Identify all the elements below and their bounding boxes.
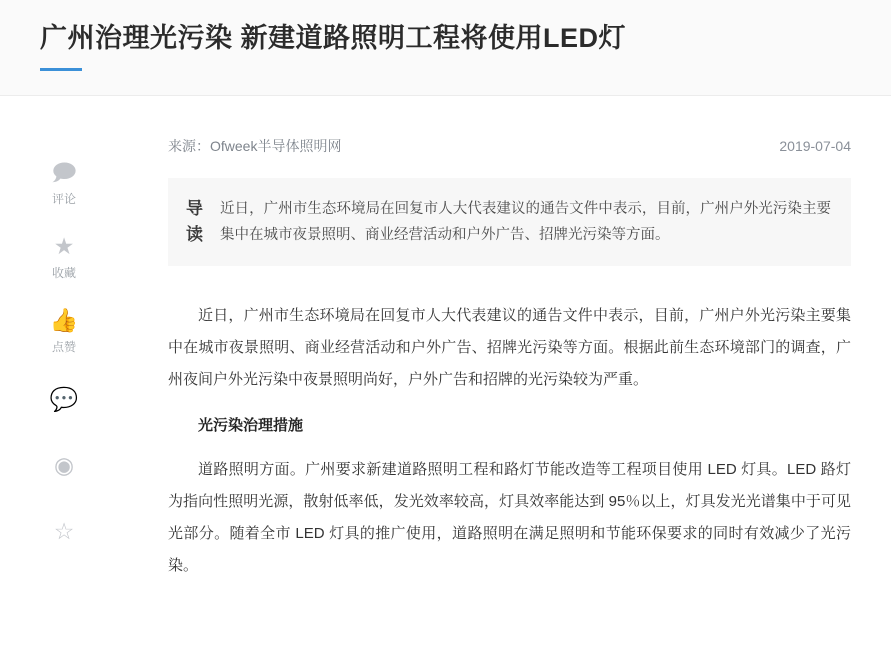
share-item-label: 评论 [51,192,76,206]
share-item-like[interactable] [33,296,95,366]
article-paragraph: 近日，广州市生态环境局在回复市人大代表建议的通告文件中表示，目前，广州户外光污染主要集中在城市夜景照明、商业经营活动和户外广告、招牌光污染等方面。根据此前生态环境部门的调查，广州夜间户外光污染中夜景照明尚好，户外广告和招牌的光污染较为严重。 [168,307,851,388]
lead-box [168,178,851,266]
article-content [128,96,891,596]
comment-icon: 🗩 [51,159,77,185]
share-item-label: 点赞 [51,340,76,354]
source-label: 来源：Ofweek半导体照明网 [168,138,342,154]
share-item-favorite[interactable] [33,222,95,292]
title-underline [40,68,82,71]
share-item-wechat[interactable] [33,370,95,432]
page-header [0,0,891,96]
share-item-comment[interactable] [33,148,95,218]
page-title: 广州治理光污染 新建道路照明工程将使用LED灯 [40,23,627,53]
share-item-weibo[interactable] [33,436,95,498]
favorite-star-icon: ☆ [53,517,75,544]
page-body [0,96,891,596]
lead-label: 导读 [186,199,204,244]
share-rail [0,96,128,596]
lead-text: 近日，广州市生态环境局在回复市人大代表建议的通告文件中表示，目前，广州户外光污染主要集中在城市夜景照明、商业经营活动和户外广告、招牌光污染等方面。 [220,201,831,243]
share-item-label: 收藏 [51,266,76,280]
publish-date: 2019-07-04 [779,138,851,154]
thumbs-up-icon: 👍 [49,307,79,333]
share-item-bookmark[interactable] [33,502,95,564]
article-subheading: 光污染治理措施 [198,417,304,434]
star-icon: ★ [53,233,75,259]
article-paragraph: 道路照明方面。广州要求新建道路照明工程和路灯节能改造等工程项目使用 LED 灯具。LED 路灯为指向性照明光源，散射低率低，发光效率较高，灯具效率能达到 95％以上，灯具发光光谱集中于可见光部分。随着全市 LED 灯具的推广使用，道路照明在满足照明和节能环保要求的同时有效减少了光污染。 [168,461,851,574]
weibo-icon: ◉ [53,451,75,478]
article-meta [168,136,851,178]
wechat-icon: 💬 [49,385,79,412]
